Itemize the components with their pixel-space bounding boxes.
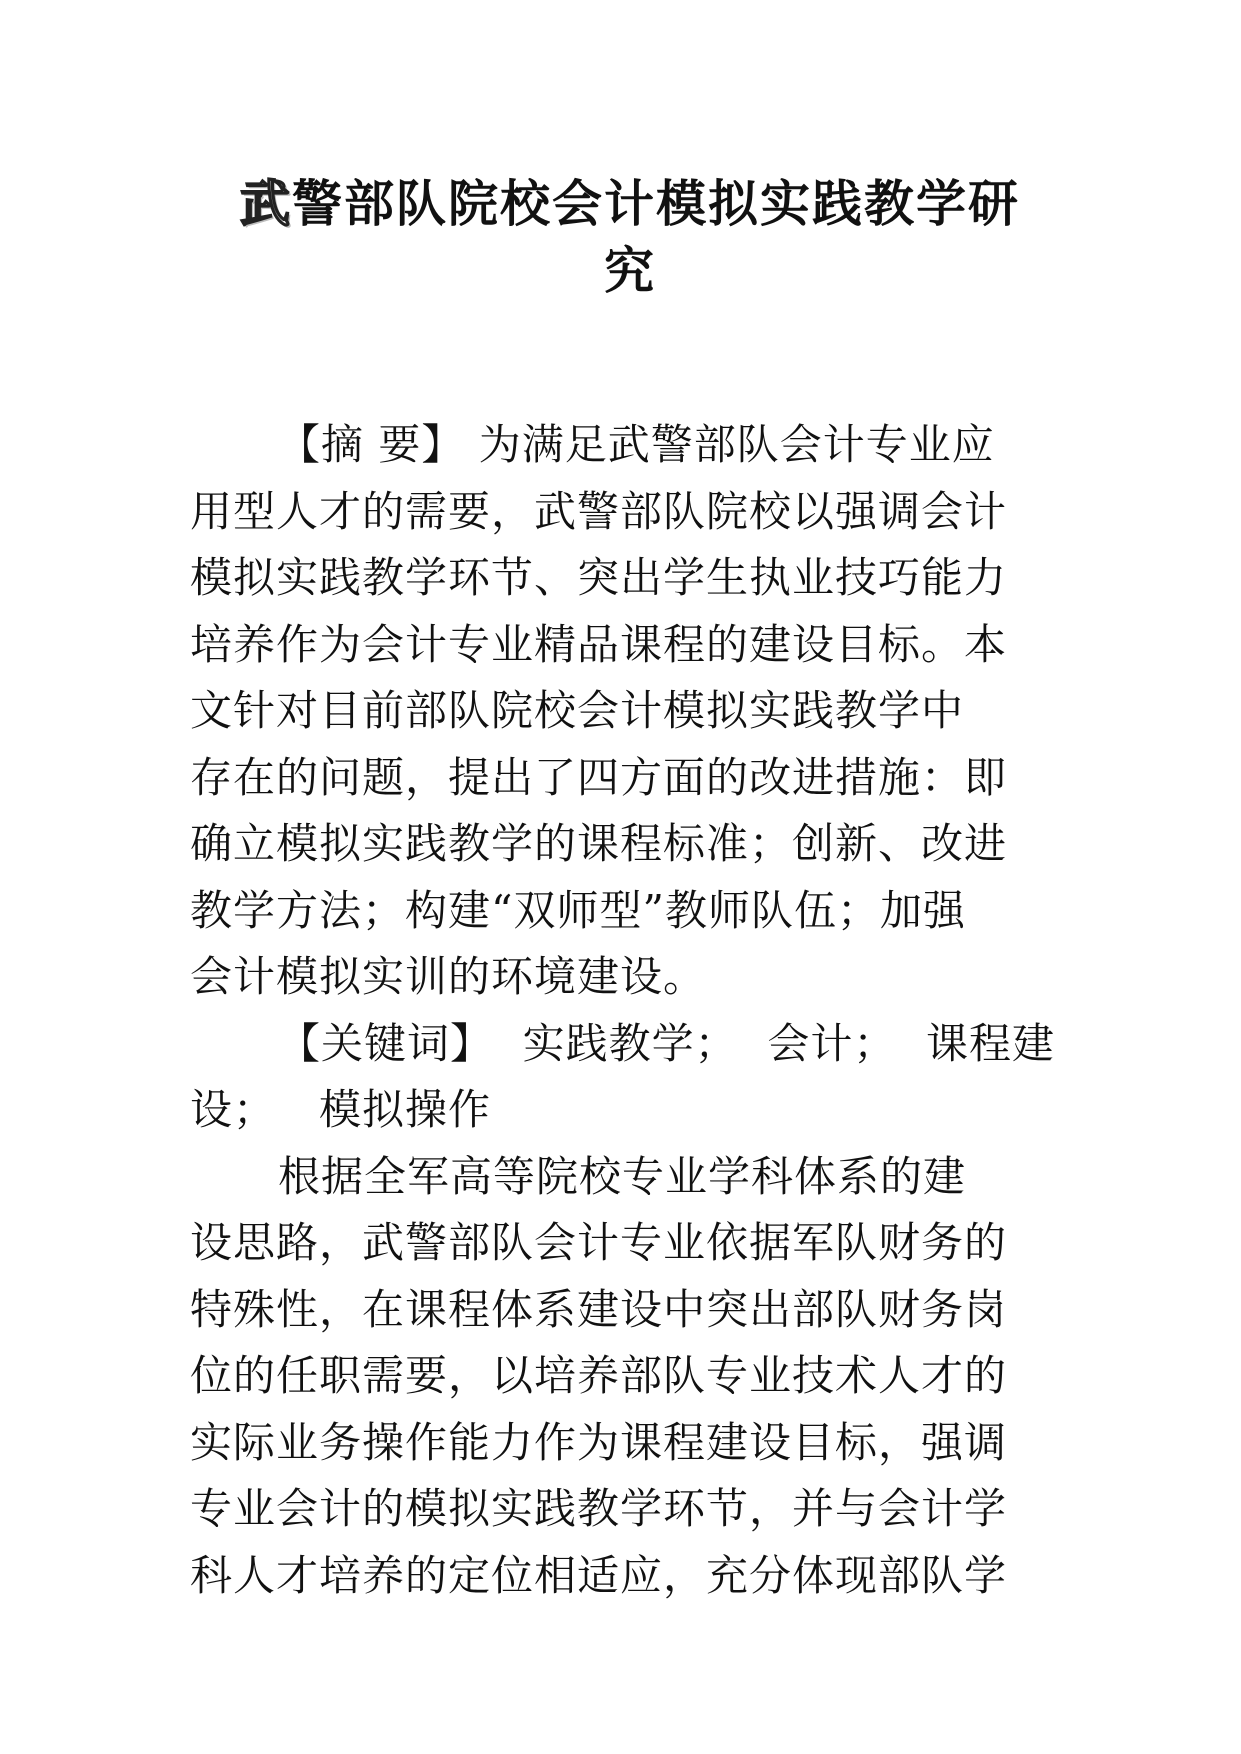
keyword-item: 实践教学； — [522, 1018, 738, 1068]
keyword-item: 会计； — [767, 1018, 897, 1068]
body-paragraph-line: 位的任职需要，以培养部队专业技术人才的 — [190, 1351, 1008, 1400]
abstract-label: 【摘 要】 — [278, 420, 465, 469]
body-paragraph-line: 根据全军高等院校专业学科体系的建 — [278, 1151, 967, 1201]
abstract-text: 为满足武警部队会计专业应 — [478, 420, 995, 469]
title-outlined-char: 武 — [240, 175, 292, 233]
body-paragraph-line: 专业会计的模拟实践教学环节，并与会计学 — [190, 1484, 1008, 1533]
title-line-2: 究 — [604, 241, 656, 300]
abstract-line — [190, 412, 1055, 479]
abstract-line: 确立模拟实践教学的课程标准；创新、改进 — [190, 819, 1008, 868]
abstract-line: 培养作为会计专业精品课程的建设目标。本 — [190, 619, 1008, 669]
body-paragraph-line: 实际业务操作能力作为课程建设目标，强调 — [190, 1417, 1008, 1467]
abstract-line: 存在的问题，提出了四方面的改进措施：即 — [190, 752, 1008, 802]
abstract-line: 文针对目前部队院校会计模拟实践教学中 — [190, 686, 965, 735]
keywords-line — [190, 1011, 1055, 1078]
document-title — [190, 158, 1070, 300]
title-line-1-text: 警部队院校会计模拟实践教学研 — [292, 175, 1020, 233]
keywords-label: 【关键词】 — [278, 1018, 494, 1068]
body-paragraph-line: 设思路，武警部队会计专业依据军队财务的 — [190, 1218, 1008, 1267]
title-line-1 — [190, 158, 1070, 233]
keywords-line — [190, 1077, 1055, 1144]
abstract-line: 模拟实践教学环节、突出学生执业技巧能力 — [190, 553, 1008, 602]
keywords-continuation: 设； 模拟操作 — [190, 1085, 492, 1134]
abstract-line: 用型人才的需要，武警部队院校以强调会计 — [190, 486, 1008, 536]
keyword-item: 课程建 — [925, 1018, 1055, 1068]
abstract-line: 会计模拟实训的环境建设。 — [190, 952, 707, 1001]
document-body — [190, 412, 1055, 1609]
body-paragraph-line: 特殊性，在课程体系建设中突出部队财务岗 — [190, 1284, 1008, 1334]
abstract-line: 教学方法；构建“双师型”教师队伍；加强 — [190, 885, 966, 935]
body-paragraph-line: 科人才培养的定位相适应，充分体现部队学 — [190, 1550, 1008, 1600]
